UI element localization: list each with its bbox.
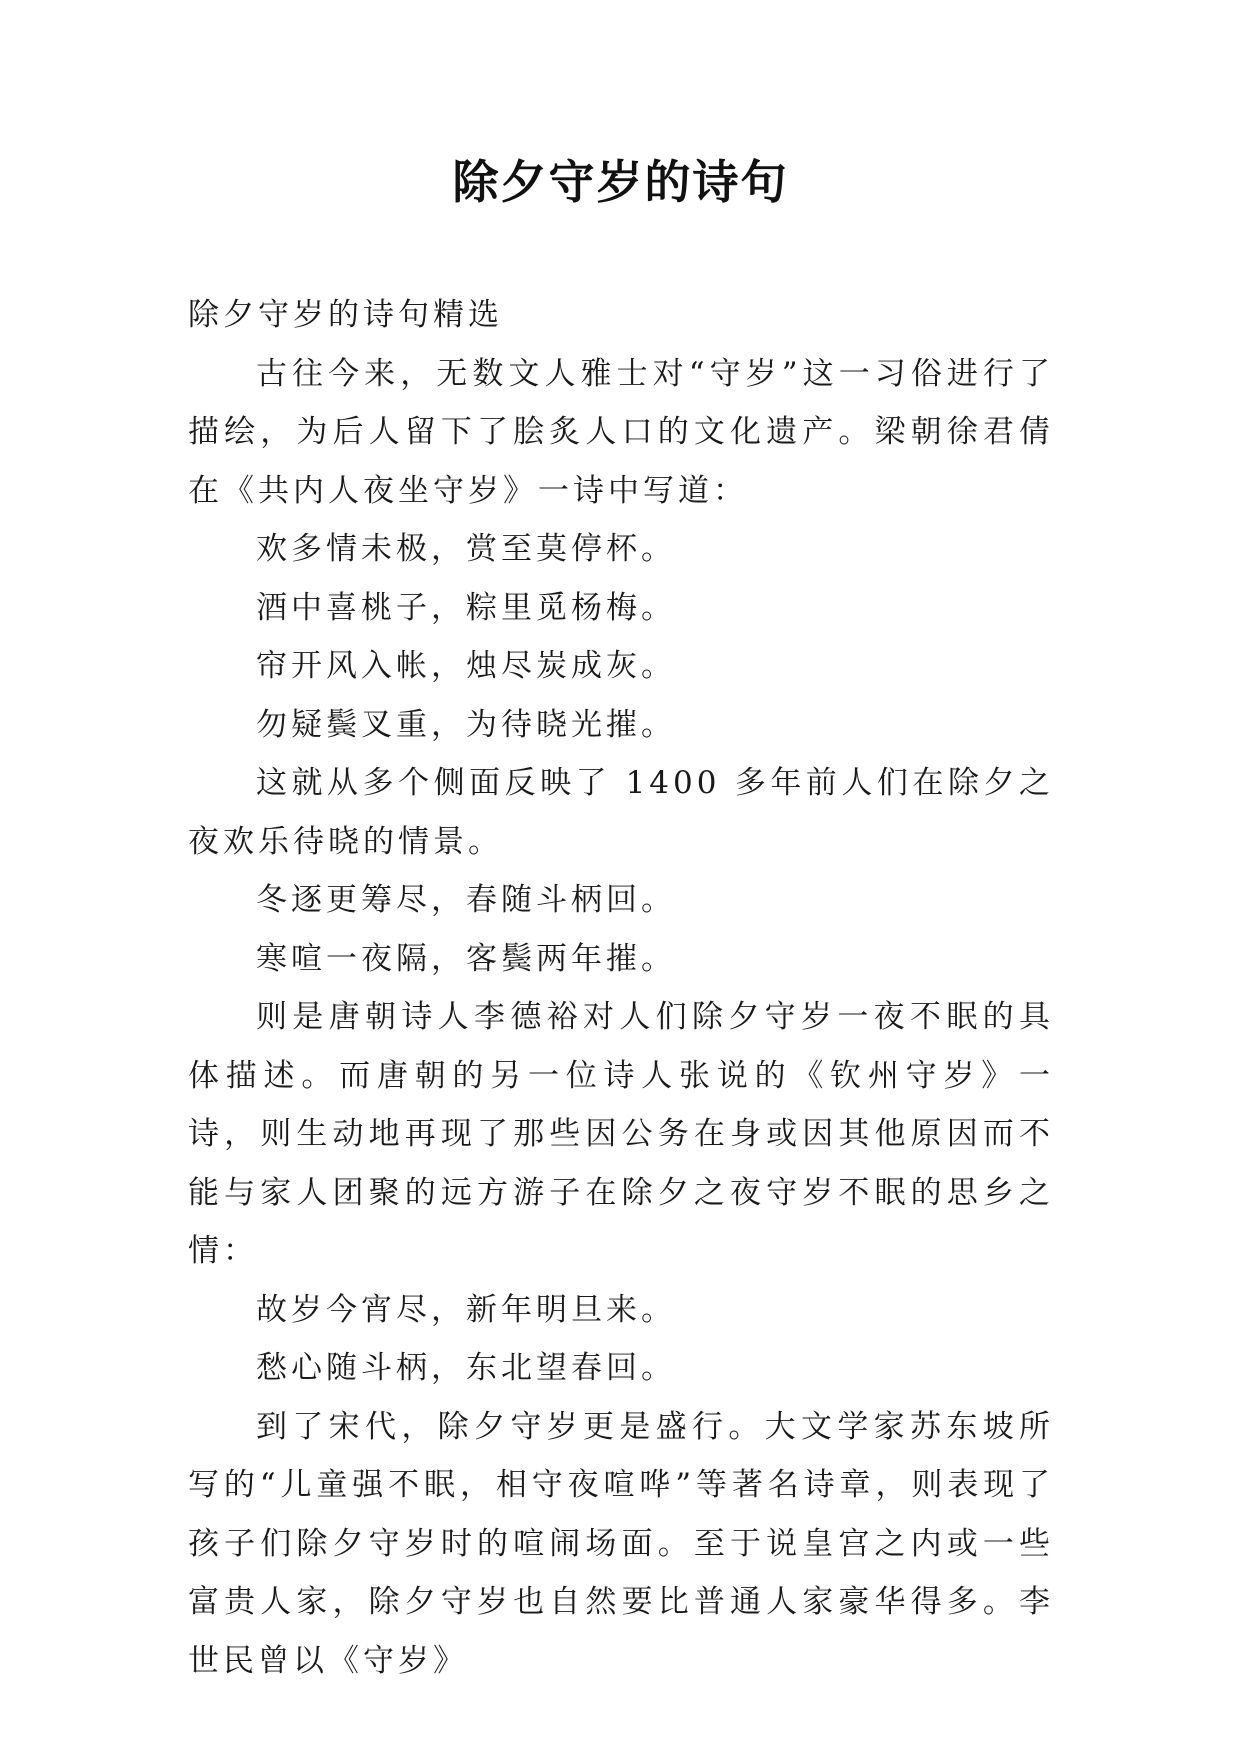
paragraph: 寒喧一夜隔，客鬓两年摧。 <box>256 940 676 977</box>
document-title: 除夕守岁的诗句 <box>452 155 789 209</box>
section-heading: 除夕守岁的诗句精选 <box>188 297 503 333</box>
document-body <box>188 286 1054 1690</box>
paragraph: 到了宋代，除夕守岁更是盛行。大文学家苏东坡所写的“儿童强不眠，相守夜喧哗”等著名诗章，则表现了孩子们除夕守岁时的喧闹场面。至于说皇宫之内或一些富贵人家，除夕守岁也自然要比普通人家豪华得多。李世民曾以《守岁》 <box>188 1408 1054 1679</box>
paragraph: 则是唐朝诗人李德裕对人们除夕守岁一夜不眠的具体描述。而唐朝的另一位诗人张说的《钦州守岁》一诗，则生动地再现了那些因公务在身或因其他原因而不能与家人团聚的远方游子在除夕之夜守岁不眠的思乡之情： <box>188 999 1054 1269</box>
paragraph: 帘开风入帐，烛尽炭成灰。 <box>256 648 676 684</box>
paragraph: 勿疑鬓叉重，为待晓光摧。 <box>256 706 676 743</box>
paragraph: 欢多情未极，赏至莫停杯。 <box>256 531 676 567</box>
paragraph: 酒中喜桃子，粽里觅杨梅。 <box>256 589 676 626</box>
paragraph: 故岁今宵尽，新年明旦来。 <box>256 1291 676 1328</box>
paragraph: 古往今来，无数文人雅士对“守岁”这一习俗进行了描绘，为后人留下了脍炙人口的文化遗产。梁朝徐君倩在《共内人夜坐守岁》一诗中写道： <box>188 355 1054 509</box>
paragraph: 这就从多个侧面反映了 1400 多年前人们在除夕之夜欢乐待晓的情景。 <box>188 765 1054 860</box>
paragraph: 冬逐更筹尽，春随斗柄回。 <box>256 882 676 918</box>
paragraph: 愁心随斗柄，东北望春回。 <box>256 1350 676 1386</box>
